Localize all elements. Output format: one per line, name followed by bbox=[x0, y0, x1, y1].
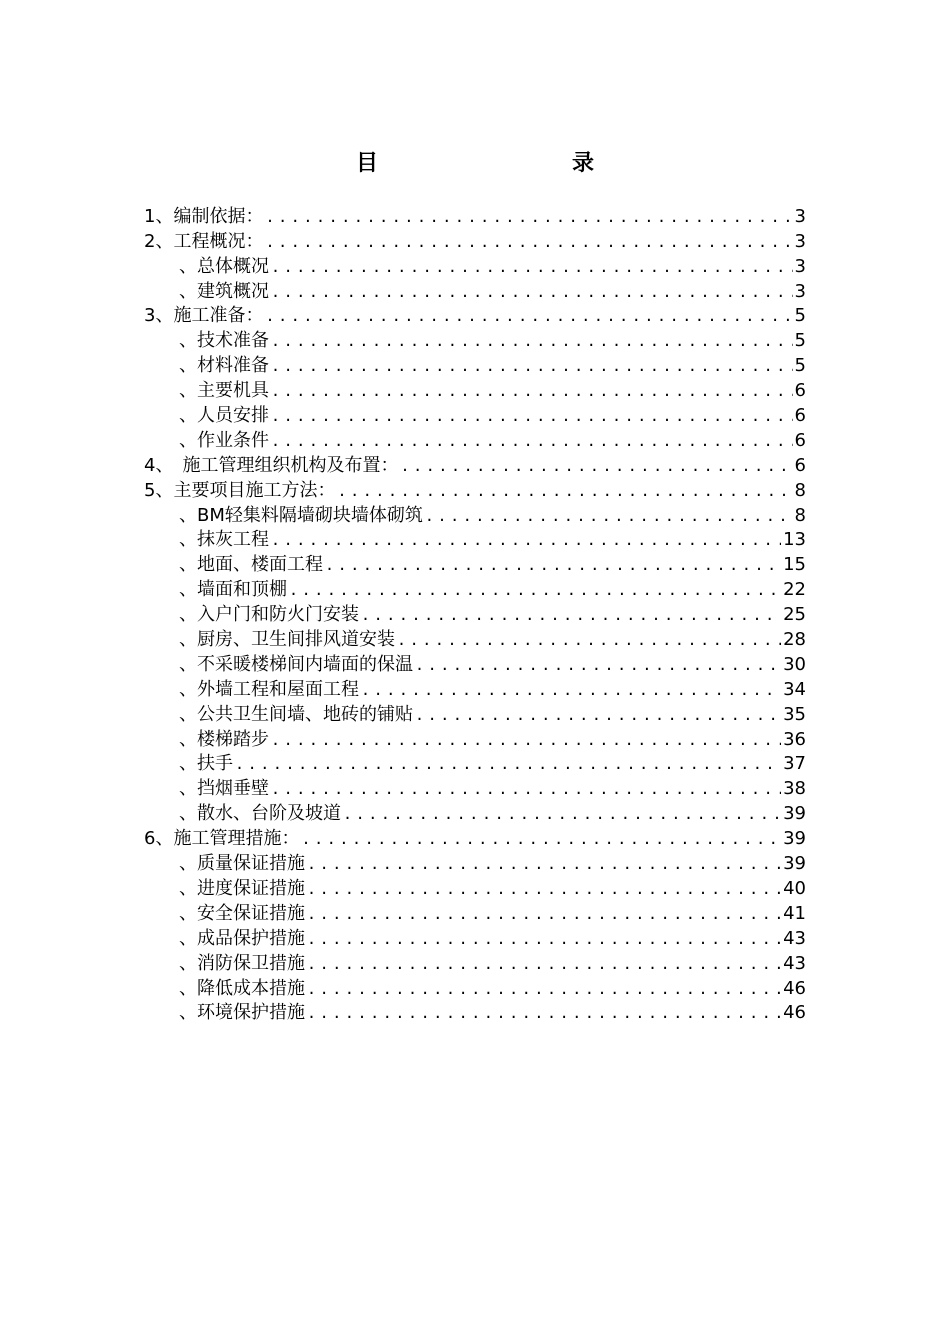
toc-page-number: 8 bbox=[794, 504, 806, 526]
toc-subentry[interactable] bbox=[144, 253, 806, 278]
toc-entry-label: 、扶手 bbox=[179, 753, 233, 775]
toc-dot-leader bbox=[361, 679, 781, 701]
toc-dot-leader bbox=[415, 654, 781, 676]
toc-dot-leader bbox=[265, 206, 792, 228]
toc-dot-leader bbox=[271, 729, 781, 751]
toc-subentry[interactable] bbox=[144, 775, 806, 800]
toc-entry-label: 、降低成本措施 bbox=[179, 977, 305, 999]
toc-entry-label: 、楼梯踏步 bbox=[179, 728, 269, 750]
toc-subentry[interactable] bbox=[144, 601, 806, 626]
toc-entry-label: 、作业条件 bbox=[179, 429, 269, 451]
toc-entry-label: 、抹灰工程 bbox=[179, 529, 269, 551]
toc-page-number: 38 bbox=[783, 778, 806, 800]
toc-dot-leader bbox=[301, 828, 781, 850]
toc-entry[interactable] bbox=[144, 477, 806, 502]
toc-entry-label: 、材料准备 bbox=[179, 355, 269, 377]
toc-entry-label: 、厨房、卫生间排风道安装 bbox=[179, 629, 395, 651]
toc-dot-leader bbox=[271, 529, 781, 551]
toc-entry-label: 、技术准备 bbox=[179, 330, 269, 352]
toc-dot-leader bbox=[397, 629, 781, 651]
toc-page-number: 39 bbox=[783, 803, 806, 825]
toc-subentry[interactable] bbox=[144, 800, 806, 825]
toc-entry-label: 、不采暖楼梯间内墙面的保温 bbox=[179, 653, 413, 675]
toc-entry-label: 3、施工准备： bbox=[144, 305, 264, 327]
toc-dot-leader bbox=[337, 480, 792, 502]
toc-page-number: 30 bbox=[783, 653, 806, 675]
toc-page-number: 46 bbox=[783, 1002, 806, 1024]
toc-entry-label: 、安全保证措施 bbox=[179, 902, 305, 924]
toc-subentry[interactable] bbox=[144, 875, 806, 900]
toc-dot-leader bbox=[343, 803, 781, 825]
toc-subentry[interactable] bbox=[144, 527, 806, 552]
toc-subentry[interactable] bbox=[144, 327, 806, 352]
toc-dot-leader bbox=[415, 704, 781, 726]
toc-subentry[interactable] bbox=[144, 701, 806, 726]
toc-page-number: 35 bbox=[783, 703, 806, 725]
toc-dot-leader bbox=[235, 753, 781, 775]
toc-dot-leader bbox=[307, 1002, 781, 1024]
toc-dot-leader bbox=[271, 330, 793, 352]
toc-page-number: 39 bbox=[783, 853, 806, 875]
toc-page-number: 25 bbox=[783, 604, 806, 626]
toc-page-number: 34 bbox=[783, 678, 806, 700]
toc-entry-label: 、成品保护措施 bbox=[179, 927, 305, 949]
toc-dot-leader bbox=[271, 405, 793, 427]
toc-subentry[interactable] bbox=[144, 502, 806, 527]
toc-dot-leader bbox=[425, 505, 793, 527]
toc-dot-leader bbox=[271, 778, 781, 800]
toc-subentry[interactable] bbox=[144, 402, 806, 427]
toc-entry[interactable] bbox=[144, 203, 806, 228]
toc-dot-leader bbox=[271, 430, 793, 452]
toc-subentry[interactable] bbox=[144, 576, 806, 601]
toc-entry-label: 、挡烟垂壁 bbox=[179, 778, 269, 800]
toc-entry-label: 、环境保护措施 bbox=[179, 1002, 305, 1024]
toc-entry[interactable] bbox=[144, 228, 806, 253]
toc-dot-leader bbox=[271, 355, 793, 377]
toc-subentry[interactable] bbox=[144, 676, 806, 701]
toc-subentry[interactable] bbox=[144, 626, 806, 651]
toc-entry-label: 5、主要项目施工方法： bbox=[144, 479, 336, 501]
toc-subentry[interactable] bbox=[144, 726, 806, 751]
toc-entry-label: 、墙面和顶棚 bbox=[179, 579, 287, 601]
toc-entry-label: 、地面、楼面工程 bbox=[179, 554, 323, 576]
toc-entry-label: 、建筑概况 bbox=[179, 280, 269, 302]
toc-dot-leader bbox=[289, 579, 781, 601]
toc-page-number: 39 bbox=[783, 828, 806, 850]
toc-page-number: 6 bbox=[794, 405, 806, 427]
toc-page-number: 40 bbox=[783, 877, 806, 899]
toc-subentry[interactable] bbox=[144, 850, 806, 875]
toc-page-number: 5 bbox=[794, 305, 806, 327]
toc-entry-label: 、主要机具 bbox=[179, 380, 269, 402]
toc-page-number: 15 bbox=[783, 554, 806, 576]
toc-subentry[interactable] bbox=[144, 352, 806, 377]
toc-entry-label: 6、施工管理措施： bbox=[144, 828, 300, 850]
toc-dot-leader bbox=[271, 256, 793, 278]
toc-subentry[interactable] bbox=[144, 751, 806, 776]
toc-entry-label: 、人员安排 bbox=[179, 405, 269, 427]
toc-page-number: 37 bbox=[783, 753, 806, 775]
toc-dot-leader bbox=[307, 978, 781, 1000]
toc-dot-leader bbox=[307, 903, 781, 925]
toc-subentry[interactable] bbox=[144, 1000, 806, 1025]
toc-entry[interactable] bbox=[144, 825, 806, 850]
toc-dot-leader bbox=[271, 380, 793, 402]
toc-subentry[interactable] bbox=[144, 278, 806, 303]
toc-subentry[interactable] bbox=[144, 925, 806, 950]
toc-entry-label: 、入户门和防火门安装 bbox=[179, 604, 359, 626]
toc-subentry[interactable] bbox=[144, 377, 806, 402]
toc-page-number: 43 bbox=[783, 927, 806, 949]
toc-page-number: 43 bbox=[783, 952, 806, 974]
toc-entry-label: 1、编制依据： bbox=[144, 205, 264, 227]
toc-entry-label: 、散水、台阶及坡道 bbox=[179, 803, 341, 825]
toc-page-number: 22 bbox=[783, 579, 806, 601]
toc-page-number: 13 bbox=[783, 529, 806, 551]
toc-subentry[interactable] bbox=[144, 551, 806, 576]
toc-page-number: 3 bbox=[794, 205, 806, 227]
toc-entry-label: 、消防保卫措施 bbox=[179, 952, 305, 974]
toc-dot-leader bbox=[307, 928, 781, 950]
toc-subentry[interactable] bbox=[144, 950, 806, 975]
toc-dot-leader bbox=[265, 305, 792, 327]
toc-dot-leader bbox=[307, 878, 781, 900]
toc-page-number: 8 bbox=[794, 479, 806, 501]
toc-entry-label: 、公共卫生间墙、地砖的铺贴 bbox=[179, 703, 413, 725]
toc-entry-label: 、外墙工程和屋面工程 bbox=[179, 678, 359, 700]
toc-page-number: 5 bbox=[794, 355, 806, 377]
toc-dot-leader bbox=[265, 231, 792, 253]
toc-page-number: 3 bbox=[794, 280, 806, 302]
toc-dot-leader bbox=[307, 853, 781, 875]
toc-entry-label: 、进度保证措施 bbox=[179, 877, 305, 899]
toc-subentry[interactable] bbox=[144, 427, 806, 452]
page-title: 目 录 bbox=[355, 151, 680, 176]
toc-entry-label: 2、工程概况： bbox=[144, 230, 264, 252]
toc-entry-label: 、质量保证措施 bbox=[179, 853, 305, 875]
toc-subentry[interactable] bbox=[144, 975, 806, 1000]
toc-entry-label: 、BM轻集料隔墙砌块墙体砌筑 bbox=[179, 504, 423, 526]
toc-page-number: 6 bbox=[794, 454, 806, 476]
toc-page-number: 6 bbox=[794, 429, 806, 451]
toc-page-number: 5 bbox=[794, 330, 806, 352]
toc-page-number: 28 bbox=[783, 629, 806, 651]
toc-entry[interactable] bbox=[144, 452, 806, 477]
toc-dot-leader bbox=[400, 455, 792, 477]
toc-page-number: 46 bbox=[783, 977, 806, 999]
toc-dot-leader bbox=[325, 554, 781, 576]
toc-page-number: 3 bbox=[794, 255, 806, 277]
toc-page-number: 41 bbox=[783, 902, 806, 924]
toc-page-number: 6 bbox=[794, 380, 806, 402]
toc-entry[interactable] bbox=[144, 303, 806, 328]
toc-entry-label: 、总体概况 bbox=[179, 255, 269, 277]
toc-dot-leader bbox=[271, 281, 793, 303]
toc-dot-leader bbox=[307, 953, 781, 975]
toc-entry-label: 4、 施工管理组织机构及布置： bbox=[144, 454, 399, 476]
toc-page-number: 36 bbox=[783, 728, 806, 750]
toc-dot-leader bbox=[361, 604, 781, 626]
table-of-contents bbox=[144, 203, 806, 1024]
toc-subentry[interactable] bbox=[144, 900, 806, 925]
toc-subentry[interactable] bbox=[144, 651, 806, 676]
toc-page-number: 3 bbox=[794, 230, 806, 252]
